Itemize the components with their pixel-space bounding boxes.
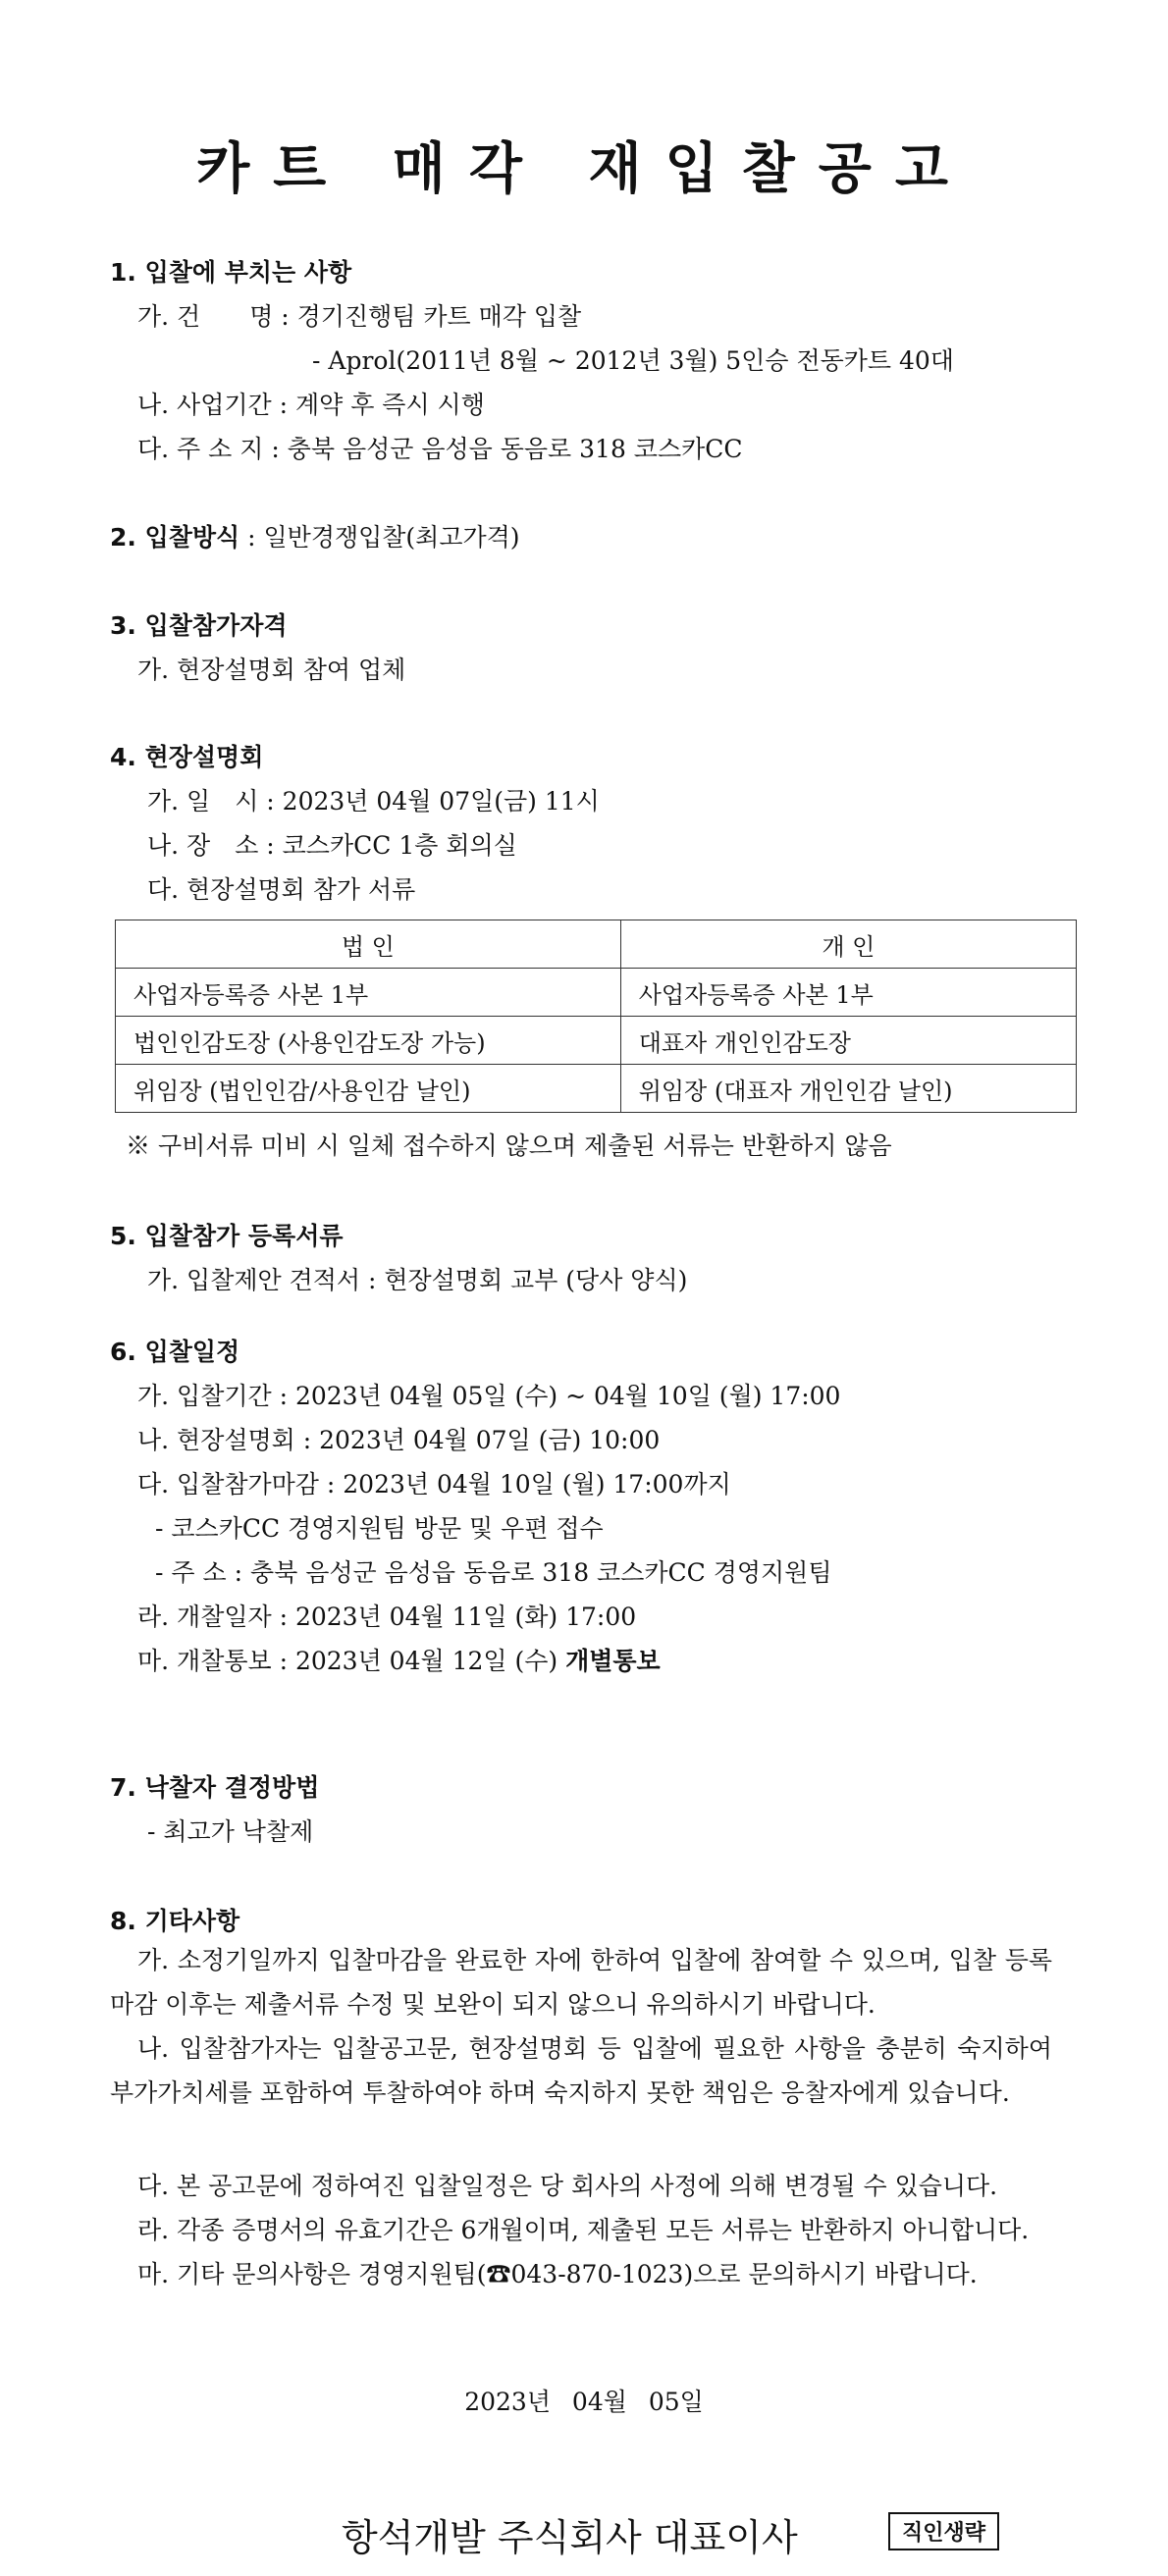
- section-2-heading: [110, 518, 520, 553]
- s1-item-b: 나. 사업기간 : 계약 후 즉시 시행: [137, 391, 485, 419]
- section-7-heading: 7. 낙찰자 결정방법: [110, 1773, 320, 1802]
- s6-item-d: 라. 개찰일자 : 2023년 04월 11일 (화) 17:00: [137, 1603, 637, 1631]
- table-cell: 위임장 (법인인감/사용인감 날인): [116, 1065, 621, 1113]
- table-row: [116, 1065, 1077, 1113]
- s8-item-a: 가. 소정기일까지 입찰마감을 완료한 자에 한하여 입찰에 참여할 수 있으며, 입찰 등록마감 이후는 제출서류 수정 및 보완이 되지 않으니 유의하시기 바랍니다.: [110, 1946, 1052, 2019]
- section-8-heading: 8. 기타사항: [110, 1907, 240, 1935]
- s6-item-e: [137, 1642, 661, 1677]
- table-cell: 법인인감도장 (사용인감도장 가능): [116, 1017, 621, 1065]
- s6-item-c: 다. 입찰참가마감 : 2023년 04월 10일 (월) 17:00까지: [137, 1470, 731, 1498]
- s6-item-a: 가. 입찰기간 : 2023년 04월 05일 (수) ~ 04월 10일 (월) 17:00: [137, 1382, 841, 1410]
- s8-item-b: 나. 입찰참가자는 입찰공고문, 현장설명회 등 입찰에 필요한 사항을 충분히 숙지하여 부가가치세를 포함하여 투찰하여야 하며 숙지하지 못한 책임은 응찰자에게 있습니다.: [110, 2034, 1052, 2107]
- s6-item-c1: - 코스카CC 경영지원팀 방문 및 우편 접수: [155, 1514, 604, 1543]
- s1-item-a-sub: - Aprol(2011년 8월 ~ 2012년 3월) 5인승 전동카트 40대: [312, 346, 954, 375]
- header-corporate: 법 인: [116, 920, 621, 969]
- s2-value: : 일반경쟁입찰(최고가격): [239, 523, 520, 552]
- s5-item-a: 가. 입찰제안 견적서 : 현장설명회 교부 (당사 양식): [147, 1266, 688, 1294]
- s8-item-d: 라. 각종 증명서의 유효기간은 6개월이며, 제출된 모든 서류는 반환하지 아니합니다.: [137, 2216, 1030, 2244]
- announcement-date: 2023년 04월 05일: [464, 2388, 704, 2416]
- table-row: [116, 969, 1077, 1017]
- s4-note: ※ 구비서류 미비 시 일체 접수하지 않으며 제출된 서류는 반환하지 않음: [126, 1131, 892, 1160]
- s7-item-a: - 최고가 낙찰제: [147, 1817, 314, 1846]
- documents-table: [115, 920, 1077, 1113]
- s4-item-b: 나. 장 소 : 코스카CC 1층 회의실: [147, 831, 517, 860]
- header-individual: 개 인: [620, 920, 1076, 969]
- section-1-heading: 1. 입찰에 부치는 사항: [110, 258, 352, 287]
- signature: 항석개발 주식회사 대표이사: [342, 2516, 798, 2559]
- table-row: [116, 1017, 1077, 1065]
- s6-item-c2: - 주 소 : 충북 음성군 음성읍 동음로 318 코스카CC 경영지원팀: [155, 1558, 832, 1587]
- s1-item-c: 다. 주 소 지 : 충북 음성군 음성읍 동음로 318 코스카CC: [137, 435, 743, 463]
- s4-item-a: 가. 일 시 : 2023년 04월 07일(금) 11시: [147, 787, 600, 815]
- s8-item-e: 마. 기타 문의사항은 경영지원팀(☎043-870-1023)으로 문의하시기 바랍니다.: [137, 2260, 978, 2288]
- s1-item-a: 가. 건 명 : 경기진행팀 카트 매각 입찰: [137, 302, 582, 331]
- s6-item-e-text: 마. 개찰통보 : 2023년 04월 12일 (수): [137, 1647, 566, 1675]
- s8-item-c: 다. 본 공고문에 정하여진 입찰일정은 당 회사의 사정에 의해 변경될 수 있습니다.: [137, 2172, 998, 2200]
- table-header-row: [116, 920, 1077, 969]
- seal-omitted-stamp: 직인생략: [888, 2512, 999, 2550]
- table-cell: 대표자 개인인감도장: [620, 1017, 1076, 1065]
- section-6-heading: 6. 입찰일정: [110, 1338, 240, 1366]
- s6-item-e-bold: 개별통보: [565, 1647, 661, 1675]
- section-4-heading: 4. 현장설명회: [110, 743, 264, 771]
- table-cell: 사업자등록증 사본 1부: [116, 969, 621, 1017]
- table-cell: 위임장 (대표자 개인인감 날인): [620, 1065, 1076, 1113]
- s6-item-b: 나. 현장설명회 : 2023년 04월 07일 (금) 10:00: [137, 1426, 661, 1454]
- section-3-heading: 3. 입찰참가자격: [110, 611, 288, 640]
- s3-item-a: 가. 현장설명회 참여 업체: [137, 656, 406, 684]
- s2-heading-text: 2. 입찰방식: [110, 523, 240, 552]
- section-5-heading: 5. 입찰참가 등록서류: [110, 1222, 344, 1250]
- s4-item-c: 다. 현장설명회 참가 서류: [147, 875, 416, 904]
- table-cell: 사업자등록증 사본 1부: [620, 969, 1076, 1017]
- page-title: 카트 매각 재입찰공고: [196, 137, 972, 201]
